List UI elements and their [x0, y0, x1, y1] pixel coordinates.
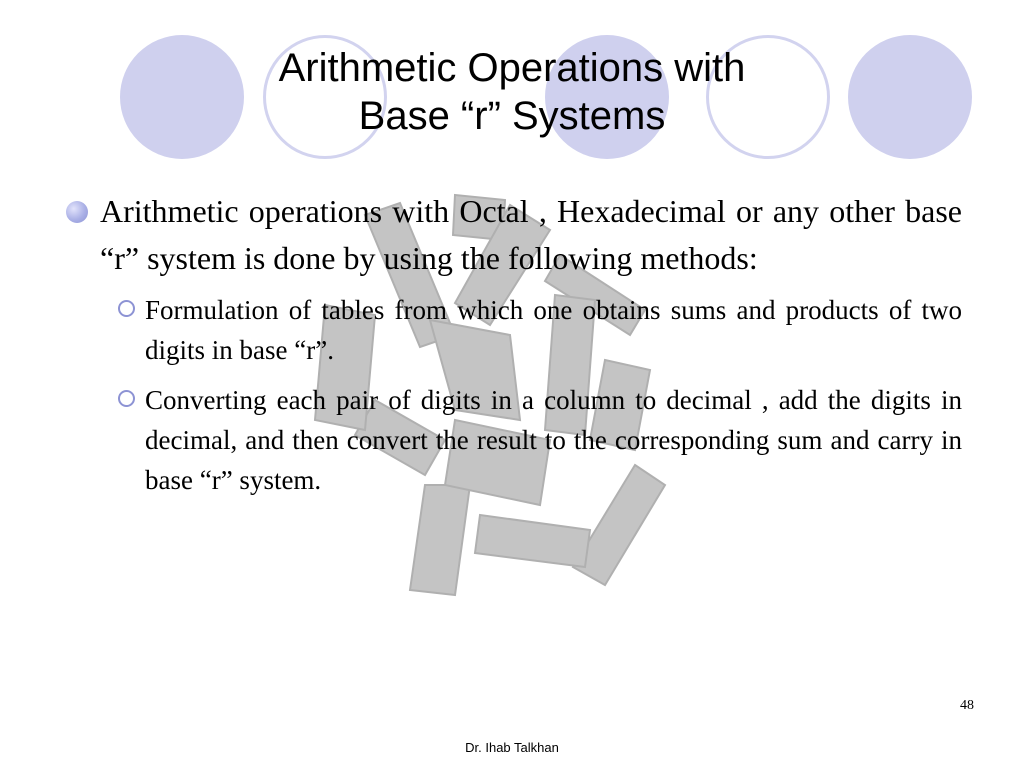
sub-bullet-list	[62, 290, 962, 500]
bullet-dot-icon	[66, 201, 88, 223]
title-line-2: Base “r” Systems	[358, 94, 666, 138]
bullet-item	[62, 188, 962, 282]
bullet-text: Arithmetic operations with Octal , Hexadecimal or any other base “r” system is done by using the following methods:	[100, 193, 962, 276]
title-line-1: Arithmetic Operations with	[278, 46, 746, 90]
sub-bullet-item-1	[62, 290, 962, 370]
slide-content	[62, 188, 962, 510]
sub-bullet-ring-icon	[118, 390, 135, 407]
slide-title	[150, 44, 874, 140]
sub-bullet-text-1: Formulation of tables from which one obtains sums and products of two digits in base “r”.	[145, 295, 962, 365]
footer-author: Dr. Ihab Talkhan	[465, 740, 559, 755]
page-number: 48	[960, 698, 974, 713]
sub-bullet-ring-icon	[118, 300, 135, 317]
sub-bullet-text-2: Converting each pair of digits in a column to decimal , add the digits in decimal, and then convert the result to the corresponding sum and carry in base “r” system.	[145, 385, 962, 495]
sub-bullet-item-2	[62, 380, 962, 500]
